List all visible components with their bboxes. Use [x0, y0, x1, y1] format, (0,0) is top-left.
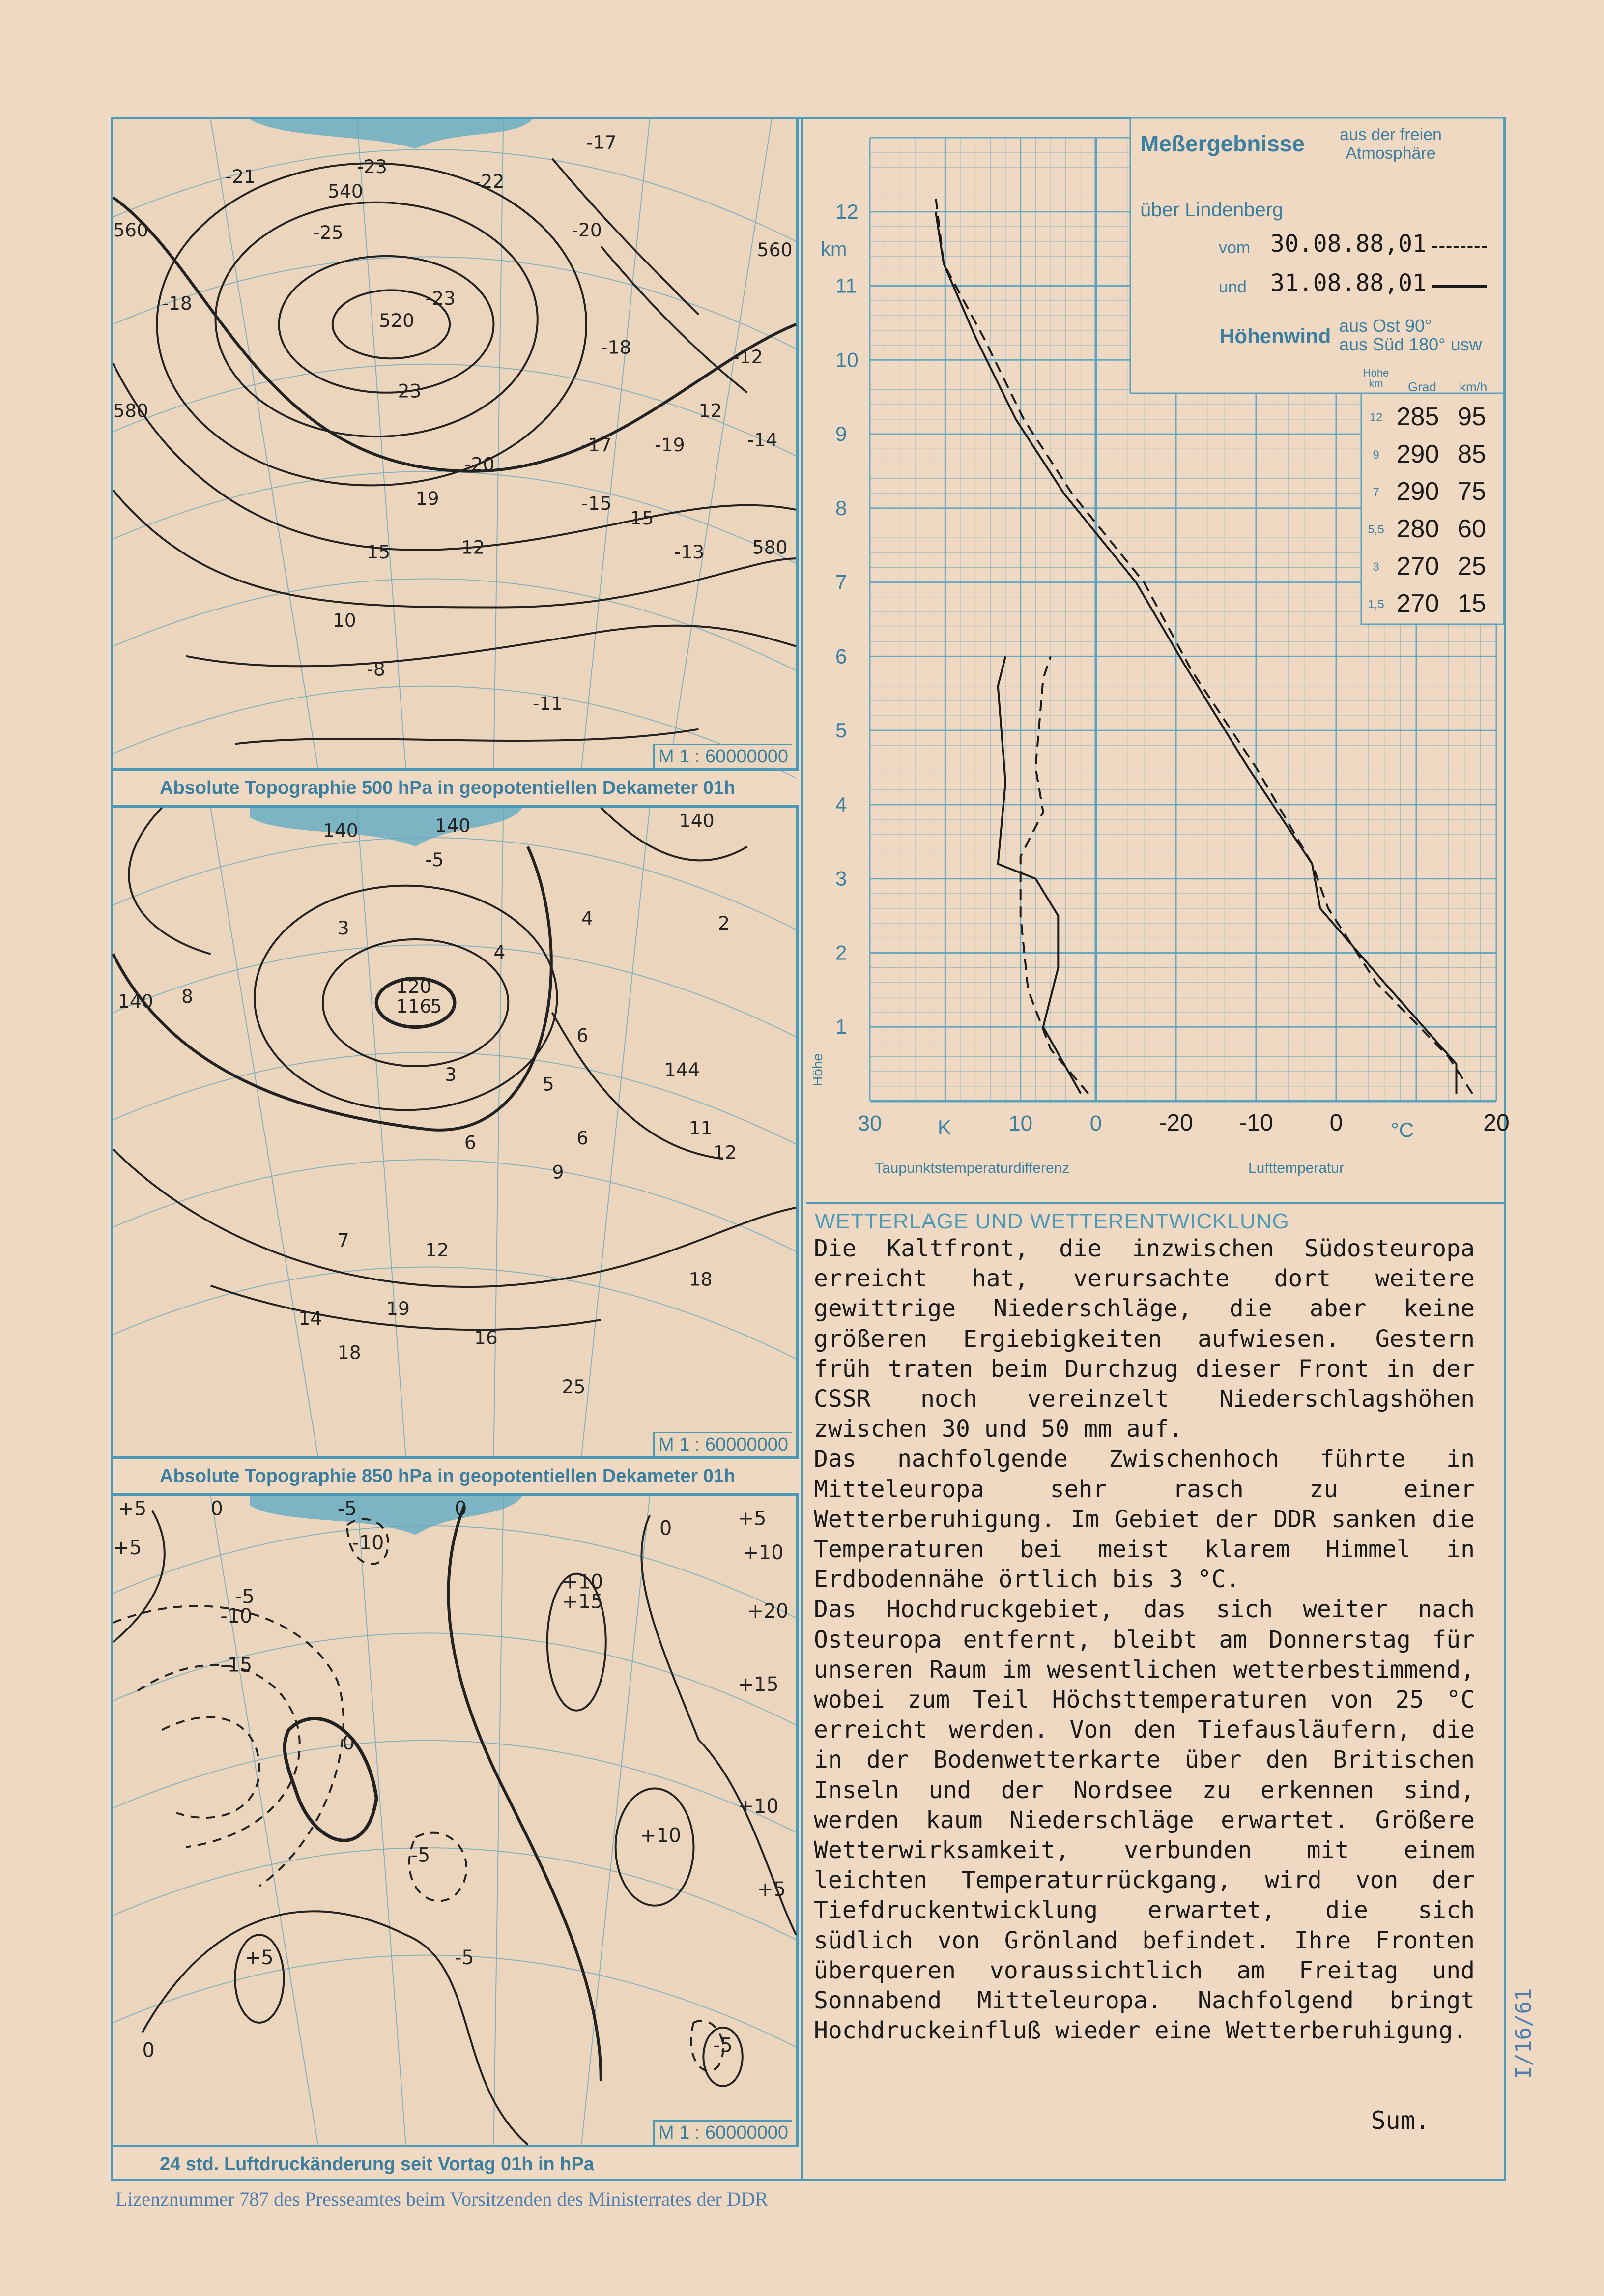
svg-text:140: 140 — [117, 990, 153, 1012]
svg-text:0: 0 — [659, 1517, 672, 1540]
svg-text:4: 4 — [493, 941, 506, 963]
wind-table — [1366, 402, 1494, 626]
map-pressure-change-scale: M 1 : 60000000 — [653, 2120, 792, 2145]
y-tick-label: 5 — [835, 719, 847, 742]
wind-direction: 270 — [1396, 552, 1439, 581]
svg-text:-13: -13 — [674, 541, 705, 563]
wind-direction: 285 — [1396, 403, 1439, 431]
svg-text:4: 4 — [581, 907, 594, 930]
svg-text:116: 116 — [396, 995, 431, 1017]
wind-height: 3 — [1373, 560, 1379, 574]
y-tick-label: 10 — [835, 348, 859, 372]
map-850hpa-scale: M 1 : 60000000 — [653, 1432, 792, 1456]
map-850hpa — [111, 805, 799, 1459]
map-850hpa-drawing — [113, 808, 796, 1456]
dewpoint-series-line — [1021, 656, 1088, 1093]
solid-line-legend — [1432, 285, 1487, 288]
wind-row — [1366, 477, 1494, 514]
svg-text:6: 6 — [464, 1132, 476, 1154]
wind-col-kmh: km/h — [1460, 379, 1488, 394]
svg-text:25: 25 — [562, 1375, 586, 1397]
svg-text:560: 560 — [757, 238, 793, 261]
map-850hpa-caption: Absolute Topographie 850 hPa in geopotentiellen Dekameter 01h — [160, 1466, 736, 1486]
svg-text:-19: -19 — [655, 434, 685, 456]
wind-direction: 270 — [1396, 589, 1439, 618]
sounding-location: über Lindenberg — [1140, 199, 1284, 221]
sounding-and-label: und — [1219, 278, 1247, 296]
side-code: I/16/61 — [1511, 1988, 1536, 2079]
weather-text-title: WETTERLAGE UND WETTERENTWICKLUNG — [815, 1209, 1289, 1233]
svg-text:+5: +5 — [117, 1497, 147, 1520]
wind-speed: 75 — [1458, 477, 1486, 506]
svg-text:-18: -18 — [162, 292, 192, 315]
svg-text:+5: +5 — [113, 1537, 142, 1560]
svg-text:-23: -23 — [391, 380, 422, 402]
svg-text:-12: -12 — [732, 346, 763, 368]
svg-text:144: 144 — [664, 1058, 700, 1080]
wind-height: 1,5 — [1368, 598, 1384, 611]
y-tick-label: 4 — [835, 792, 847, 816]
wind-speed: 15 — [1458, 589, 1486, 618]
y-tick-label: 8 — [835, 496, 847, 520]
svg-text:-20: -20 — [464, 453, 495, 475]
svg-text:-10: -10 — [352, 1532, 384, 1555]
map-500hpa-scale: M 1 : 60000000 — [653, 744, 792, 768]
x-tick-label-dewpoint: 0 — [1089, 1111, 1102, 1135]
svg-text:-15: -15 — [220, 1654, 253, 1677]
svg-text:+10: +10 — [562, 1570, 603, 1594]
svg-text:6: 6 — [576, 1024, 589, 1046]
svg-text:-8: -8 — [367, 658, 385, 680]
wind-height: 12 — [1369, 411, 1383, 424]
x-tick-label-temp: -20 — [1159, 1110, 1193, 1136]
sounding-title: Meßergebnisse — [1140, 131, 1305, 156]
svg-text:2: 2 — [718, 912, 730, 934]
x-tick-label-dewpoint: 10 — [1008, 1111, 1033, 1135]
svg-text:-5: -5 — [425, 849, 444, 871]
wind-col-grad: Grad — [1408, 379, 1436, 394]
wind-row — [1366, 402, 1494, 439]
y-tick-label: 3 — [835, 867, 847, 890]
weather-text-panel — [806, 1202, 1504, 2182]
map-pressure-change-drawing — [113, 1496, 796, 2145]
wind-direction: 290 — [1396, 440, 1439, 468]
sounding-from-label: vom — [1219, 238, 1251, 257]
svg-text:+5: +5 — [757, 1878, 786, 1901]
svg-text:-5: -5 — [235, 1585, 255, 1608]
left-xlabel: Taupunktstemperaturdifferenz — [875, 1160, 1070, 1176]
svg-text:7: 7 — [337, 1229, 349, 1251]
svg-text:15: 15 — [367, 541, 391, 563]
svg-text:6: 6 — [576, 1127, 589, 1149]
svg-text:140: 140 — [679, 810, 715, 832]
wind-row — [1366, 589, 1494, 626]
svg-text:-11: -11 — [532, 692, 563, 714]
map-500hpa — [111, 117, 799, 771]
svg-text:19: 19 — [415, 488, 439, 510]
svg-text:11: 11 — [688, 1117, 713, 1139]
map-500hpa-caption: Absolute Topographie 500 hPa in geopotentiellen Dekameter 01h — [160, 778, 736, 798]
author-signature: Sum. — [1371, 2106, 1430, 2135]
svg-text:3: 3 — [445, 1063, 457, 1085]
svg-text:580: 580 — [752, 536, 788, 558]
svg-text:-20: -20 — [572, 219, 602, 241]
sounding-title-aside: aus der freien Atmosphäre — [1340, 125, 1442, 163]
svg-text:+10: +10 — [737, 1795, 779, 1818]
svg-text:5: 5 — [542, 1073, 554, 1095]
svg-text:560: 560 — [113, 219, 149, 241]
svg-text:+10: +10 — [640, 1824, 682, 1847]
y-tick-label: 7 — [835, 570, 847, 594]
wind-direction: 290 — [1396, 477, 1439, 506]
svg-text:14: 14 — [298, 1308, 322, 1330]
svg-text:-5: -5 — [713, 2034, 733, 2057]
hoehenwind-note1: aus Ost 90° — [1339, 316, 1432, 336]
svg-text:520: 520 — [379, 309, 415, 331]
wind-speed: 60 — [1458, 515, 1486, 543]
svg-text:+5: +5 — [245, 1946, 274, 1969]
svg-text:-12: -12 — [455, 536, 485, 558]
paragraph: Das nachfolgende Zwischenhoch führte in Mitteleuropa sehr rasch zu einer Wetterberuhigung. Im Gebiet der DDR sanken die Temperaturen bei meist klarem Himmel in Erdbodennähe örtlich bis 3 °C. — [814, 1445, 1475, 1594]
svg-text:+20: +20 — [747, 1600, 789, 1623]
wind-col-hoehe: Höhe km — [1363, 367, 1389, 390]
svg-text:-21: -21 — [225, 166, 256, 188]
map-pressure-change-caption: 24 std. Luftdruckänderung seit Vortag 01h in hPa — [160, 2154, 595, 2175]
svg-text:0: 0 — [455, 1497, 467, 1520]
svg-text:580: 580 — [113, 400, 149, 422]
svg-text:18: 18 — [688, 1268, 713, 1290]
svg-text:19: 19 — [386, 1298, 410, 1320]
svg-text:0: 0 — [142, 2039, 155, 2062]
wind-height: 9 — [1373, 448, 1379, 462]
svg-text:-14: -14 — [747, 429, 778, 451]
svg-text:18: 18 — [337, 1341, 361, 1364]
svg-text:-5: -5 — [410, 1844, 430, 1867]
weather-text-body — [814, 1234, 1475, 2046]
svg-text:8: 8 — [181, 985, 194, 1007]
svg-text:140: 140 — [322, 819, 358, 842]
y-tick-label: 12 — [835, 200, 859, 223]
svg-text:0: 0 — [210, 1497, 223, 1520]
svg-text:-18: -18 — [601, 336, 631, 358]
y-tick-label: 11 — [835, 274, 857, 297]
right-xlabel: Lufttemperatur — [1248, 1160, 1345, 1176]
svg-text:12: 12 — [425, 1239, 449, 1261]
y-unit-label: km — [821, 238, 847, 260]
hoehenwind-note2: aus Süd 180° usw — [1339, 334, 1482, 354]
svg-text:+10: +10 — [742, 1541, 784, 1565]
svg-text:540: 540 — [327, 180, 363, 202]
wind-row — [1366, 552, 1494, 589]
dashed-line-legend — [1432, 246, 1487, 248]
svg-text:120: 120 — [396, 976, 431, 998]
y-tick-label: 1 — [835, 1015, 847, 1039]
wind-height: 5,5 — [1368, 523, 1384, 536]
wind-row — [1366, 514, 1494, 552]
wind-speed: 85 — [1458, 440, 1486, 468]
y-tick-label: 6 — [835, 644, 847, 668]
sounding-date2: 31.08.88,01 — [1270, 269, 1427, 297]
wind-direction: 280 — [1396, 515, 1439, 543]
sounding-date1: 30.08.88,01 — [1270, 230, 1427, 258]
svg-text:16: 16 — [474, 1327, 498, 1349]
svg-text:-17: -17 — [581, 434, 612, 456]
svg-text:12: 12 — [698, 400, 722, 422]
x-tick-label-dewpoint: 30 — [858, 1111, 882, 1135]
y-axis-name: Höhe — [810, 1053, 825, 1086]
paragraph: Das Hochdruckgebiet, das sich weiter nach Osteuropa entfernt, bleibt am Donnerstag für unseren Raum im wesentlichen wetterbestimmend, wobei zum Teil Höchsttemperaturen von 25 °C erreicht werden. Von den Tiefausläufern, die in der Bodenwetterkarte über den Britischen Inseln und der Nordsee zu erkennen sind, werden kaum Niederschläge erwartet. Größere Wetterwirksamkeit, verbunden mit einem leichten Temperaturrückgang, wird von der Tiefdruckentwicklung erwartet, die sich südlich von Grönland befindet. Ihre Fronten überqueren voraussichtlich am Freitag und Sonnabend Mitteleuropa. Nachfolgend bringt Hochdruckeinfluß wieder eine Wetterberuhigung. — [814, 1596, 1475, 2045]
wind-speed: 95 — [1458, 403, 1486, 431]
svg-text:-17: -17 — [586, 131, 617, 153]
column-divider — [801, 117, 803, 2181]
svg-text:5: 5 — [430, 995, 442, 1017]
right-axis-unit: °C — [1391, 1118, 1414, 1141]
svg-text:-5: -5 — [455, 1946, 474, 1969]
left-axis-unit: K — [938, 1116, 952, 1139]
svg-text:3: 3 — [337, 917, 349, 939]
wind-speed: 25 — [1458, 552, 1486, 581]
svg-text:+15: +15 — [562, 1590, 603, 1613]
svg-text:0: 0 — [342, 1732, 355, 1755]
svg-text:-23: -23 — [425, 288, 456, 310]
y-tick-label: 2 — [835, 941, 847, 964]
x-tick-label-temp: 0 — [1329, 1110, 1343, 1136]
paragraph: Die Kaltfront, die inzwischen Südosteuropa erreicht hat, verursachte dort weitere gewittrige Niederschläge, die aber keine größeren Ergiebigkeiten aufwiesen. Gestern früh traten beim Durchzug dieser Front in der CSSR noch vereinzelt Niederschlagshöhen zwischen 30 und 50 mm auf. — [814, 1235, 1475, 1443]
hoehenwind-label: Höhenwind — [1220, 324, 1331, 348]
svg-text:+5: +5 — [737, 1507, 767, 1530]
svg-text:+15: +15 — [737, 1673, 779, 1696]
svg-text:140: 140 — [435, 814, 471, 837]
sounding-chart — [806, 118, 1510, 1194]
svg-text:15: 15 — [630, 507, 654, 529]
svg-text:9: 9 — [552, 1161, 564, 1183]
license-line: Lizenznummer 787 des Presseamtes beim Vorsitzenden des Ministerrates der DDR — [115, 2188, 769, 2210]
svg-text:10: 10 — [332, 610, 356, 632]
wind-height: 7 — [1373, 486, 1379, 499]
svg-text:-15: -15 — [581, 492, 612, 514]
svg-text:-5: -5 — [337, 1497, 357, 1520]
svg-text:-10: -10 — [220, 1605, 253, 1628]
map-500hpa-drawing — [113, 119, 796, 768]
svg-text:-22: -22 — [474, 170, 505, 192]
svg-text:12: 12 — [713, 1141, 737, 1163]
svg-text:-23: -23 — [357, 156, 388, 178]
wind-row — [1366, 439, 1494, 477]
x-tick-label-temp: 20 — [1483, 1110, 1510, 1136]
svg-text:-25: -25 — [313, 222, 344, 244]
map-pressure-change — [111, 1493, 799, 2147]
x-tick-label-temp: -10 — [1239, 1110, 1273, 1136]
y-tick-label: 9 — [835, 422, 847, 446]
